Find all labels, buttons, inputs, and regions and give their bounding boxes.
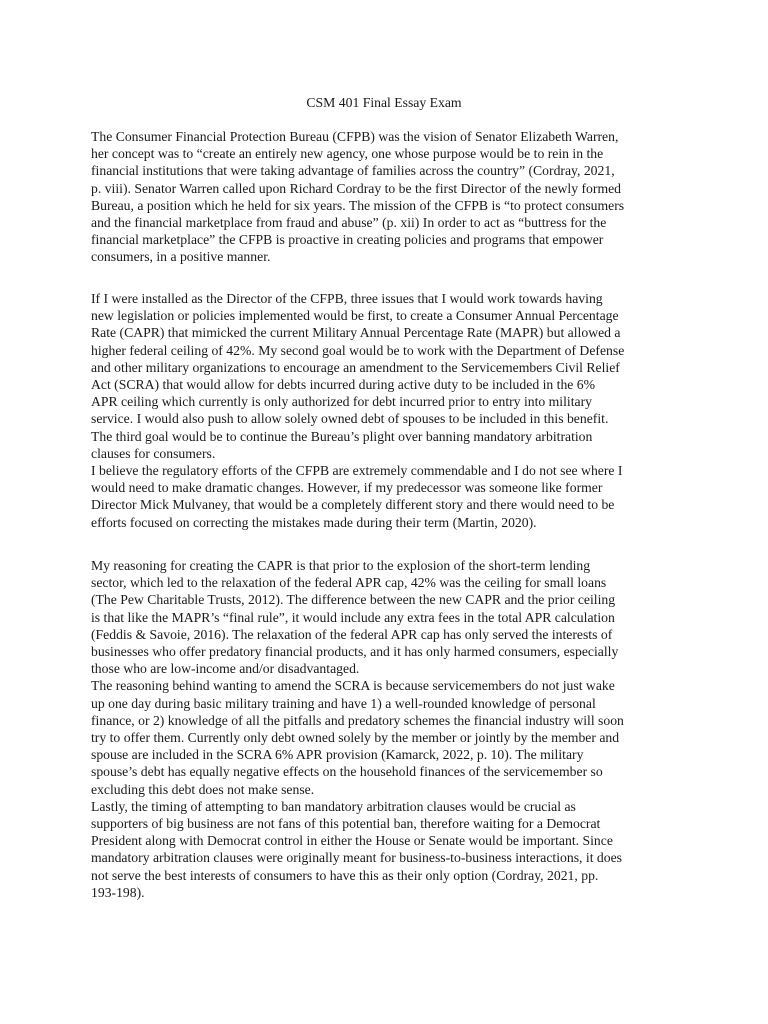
text-line: The third goal would be to continue the Bureau’s plight over banning mandatory arbitration [91,428,593,444]
text-line: Director Mick Mulvaney, that would be a completely different story and there would need to be [91,497,615,513]
text-line: I believe the regulatory efforts of the CFPB are extremely commendable and I do not see where I [91,463,623,479]
text-line: The Consumer Financial Protection Bureau (CFPB) was the vision of Senator Elizabeth Warren, [91,129,619,144]
text-line: Bureau, a position which he held for six years. The mission of the CFPB is “to protect consumers [91,197,625,213]
text-line: Rate (CAPR) that mimicked the current Military Annual Percentage Rate (MAPR) but allowed a [91,325,621,341]
text-line: higher federal ceiling of 42%. My second goal would be to work with the Department of Defense [91,342,625,358]
text-line: service. I would also push to allow solely owned debt of spouses to be included in this benefit. [91,411,609,427]
text-line: spouse are included in the SCRA 6% APR provision (Kamarck, 2022, p. 10). The military [91,747,584,763]
paragraph-director-goals [91,290,624,531]
page-title: CSM 401 Final Essay Exam [306,95,462,110]
text-line: finance, or 2) knowledge of all the pitfalls and predatory schemes the financial industry will soon [91,712,624,728]
text-line: and other military organizations to encourage an amendment to the Servicemembers Civil Relief [91,359,620,375]
text-line: (The Pew Charitable Trusts, 2012). The difference between the new CAPR and the prior ceiling [91,592,616,608]
text-line: mandatory arbitration clauses were originally meant for business-to-business interactions, it does [91,850,623,866]
text-line: excluding this debt does not make sense. [91,781,315,797]
text-line: spouse’s debt has equally negative effects on the household finances of the servicemember so [91,764,603,780]
text-line: sector, which led to the relaxation of the federal APR cap, 42% was the ceiling for small loans [91,575,607,591]
text-line: President along with Democrat control in either the House or Senate would be important. Since [91,833,613,849]
text-line: The reasoning behind wanting to amend the SCRA is because servicemembers do not just wake [91,678,615,694]
text-line: APR ceiling which currently is only authorized for debt incurred prior to entry into military [91,394,592,410]
text-line: p. viii). Senator Warren called upon Richard Cordray to be the first Director of the newly formed [91,180,622,196]
text-line: My reasoning for creating the CAPR is that prior to the explosion of the short-term lending [91,558,591,573]
paragraph-reasoning [91,557,624,901]
text-line: Lastly, the timing of attempting to ban mandatory arbitration clauses would be crucial as [91,798,576,814]
text-line: businesses who offer predatory financial products, and it has only harmed consumers, especially [91,644,619,660]
text-line: efforts focused on correcting the mistakes made during their term (Martin, 2020). [91,514,537,530]
text-line: Act (SCRA) that would allow for debts incurred during active duty to be included in the 6% [91,377,596,393]
text-line: financial institutions that were taking advantage of families across the country” (Cordray, 2021, [91,163,615,179]
text-line: (Feddis & Savoie, 2016). The relaxation of the federal APR cap has only served the interests of [91,626,613,642]
text-line: try to offer them. Currently only debt owned solely by the member or jointly by the member and [91,730,620,746]
paragraph-cfpb-intro [91,128,624,266]
text-line: and the financial marketplace from fraud and abuse” (p. xii) In order to act as “buttress for the [91,215,607,231]
text-line: If I were installed as the Director of the CFPB, three issues that I would work towards having [91,291,603,306]
text-line: her concept was to “create an entirely new agency, one whose purpose would be to rein in the [91,146,604,162]
text-line: up one day during basic military training and have 1) a well-rounded knowledge of personal [91,695,596,711]
text-line: 193-198). [91,884,145,900]
text-line: those who are low-income and/or disadvantaged. [91,661,360,677]
text-line: clauses for consumers. [91,445,216,461]
text-line: new legislation or policies implemented would be first, to create a Consumer Annual Percentage [91,308,619,324]
text-line: financial marketplace” the CFPB is proactive in creating policies and programs that empower [91,232,604,248]
text-line: not serve the best interests of consumers to have this as their only option (Cordray, 2021, pp. [91,867,599,883]
text-line: would need to make dramatic changes. However, if my predecessor was someone like former [91,480,603,496]
text-line: supporters of big business are not fans of this potential ban, therefore waiting for a Democrat [91,816,601,832]
text-line: consumers, in a positive manner. [91,249,271,265]
text-line: is that like the MAPR’s “final rule”, it would include any extra fees in the total APR calculation [91,609,615,625]
